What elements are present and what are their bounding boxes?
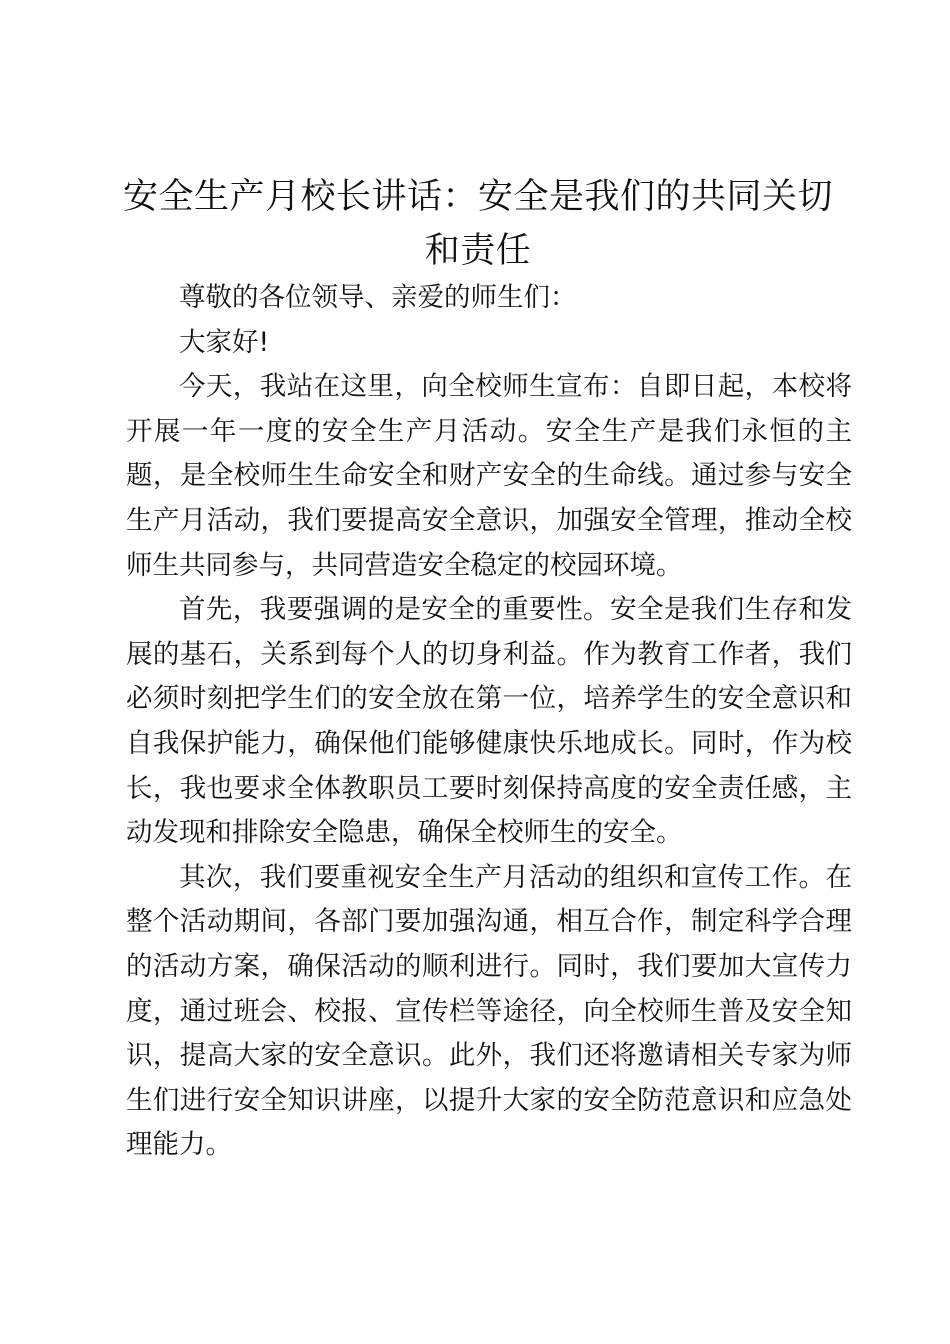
document-title: 安全生产月校长讲话：安全是我们的共同关切和责任 bbox=[122, 177, 833, 271]
greeting-paragraph: 大家好! bbox=[179, 326, 270, 358]
body-paragraph: 今天，我站在这里，向全校师生宣布：自即日起，本校将开展一年一度的安全生产月活动。安全生产是我们永恒的主题，是全校师生生命安全和财产安全的生命线。通过参与安全生产月活动，我们要提高安全意识，加强安全管理，推动全校师生共同参与，共同营造安全稳定的校园环境。 bbox=[126, 371, 852, 581]
body-paragraph: 其次，我们要重视安全生产月活动的组织和宣传工作。在整个活动期间，各部门要加强沟通，相互合作，制定科学合理的活动方案，确保活动的顺利进行。同时，我们要加大宣传力度，通过班会、校报、宣传栏等途径，向全校师生普及安全知识，提高大家的安全意识。此外，我们还将邀请相关专家为师生们进行安全知识讲座，以提升大家的安全防范意识和应急处理能力。 bbox=[126, 861, 852, 1161]
document-body bbox=[126, 276, 852, 1168]
salutation-paragraph: 尊敬的各位领导、亲爱的师生们： bbox=[179, 282, 577, 313]
body-paragraph: 首先，我要强调的是安全的重要性。安全是我们生存和发展的基石，关系到每个人的切身利益。作为教育工作者，我们必须时刻把学生们的安全放在第一位，培养学生的安全意识和自我保护能力，确保他们能够健康快乐地成长。同时，作为校长，我也要求全体教职员工要时刻保持高度的安全责任感，主动发现和排除安全隐患，确保全校师生的安全。 bbox=[126, 594, 852, 849]
